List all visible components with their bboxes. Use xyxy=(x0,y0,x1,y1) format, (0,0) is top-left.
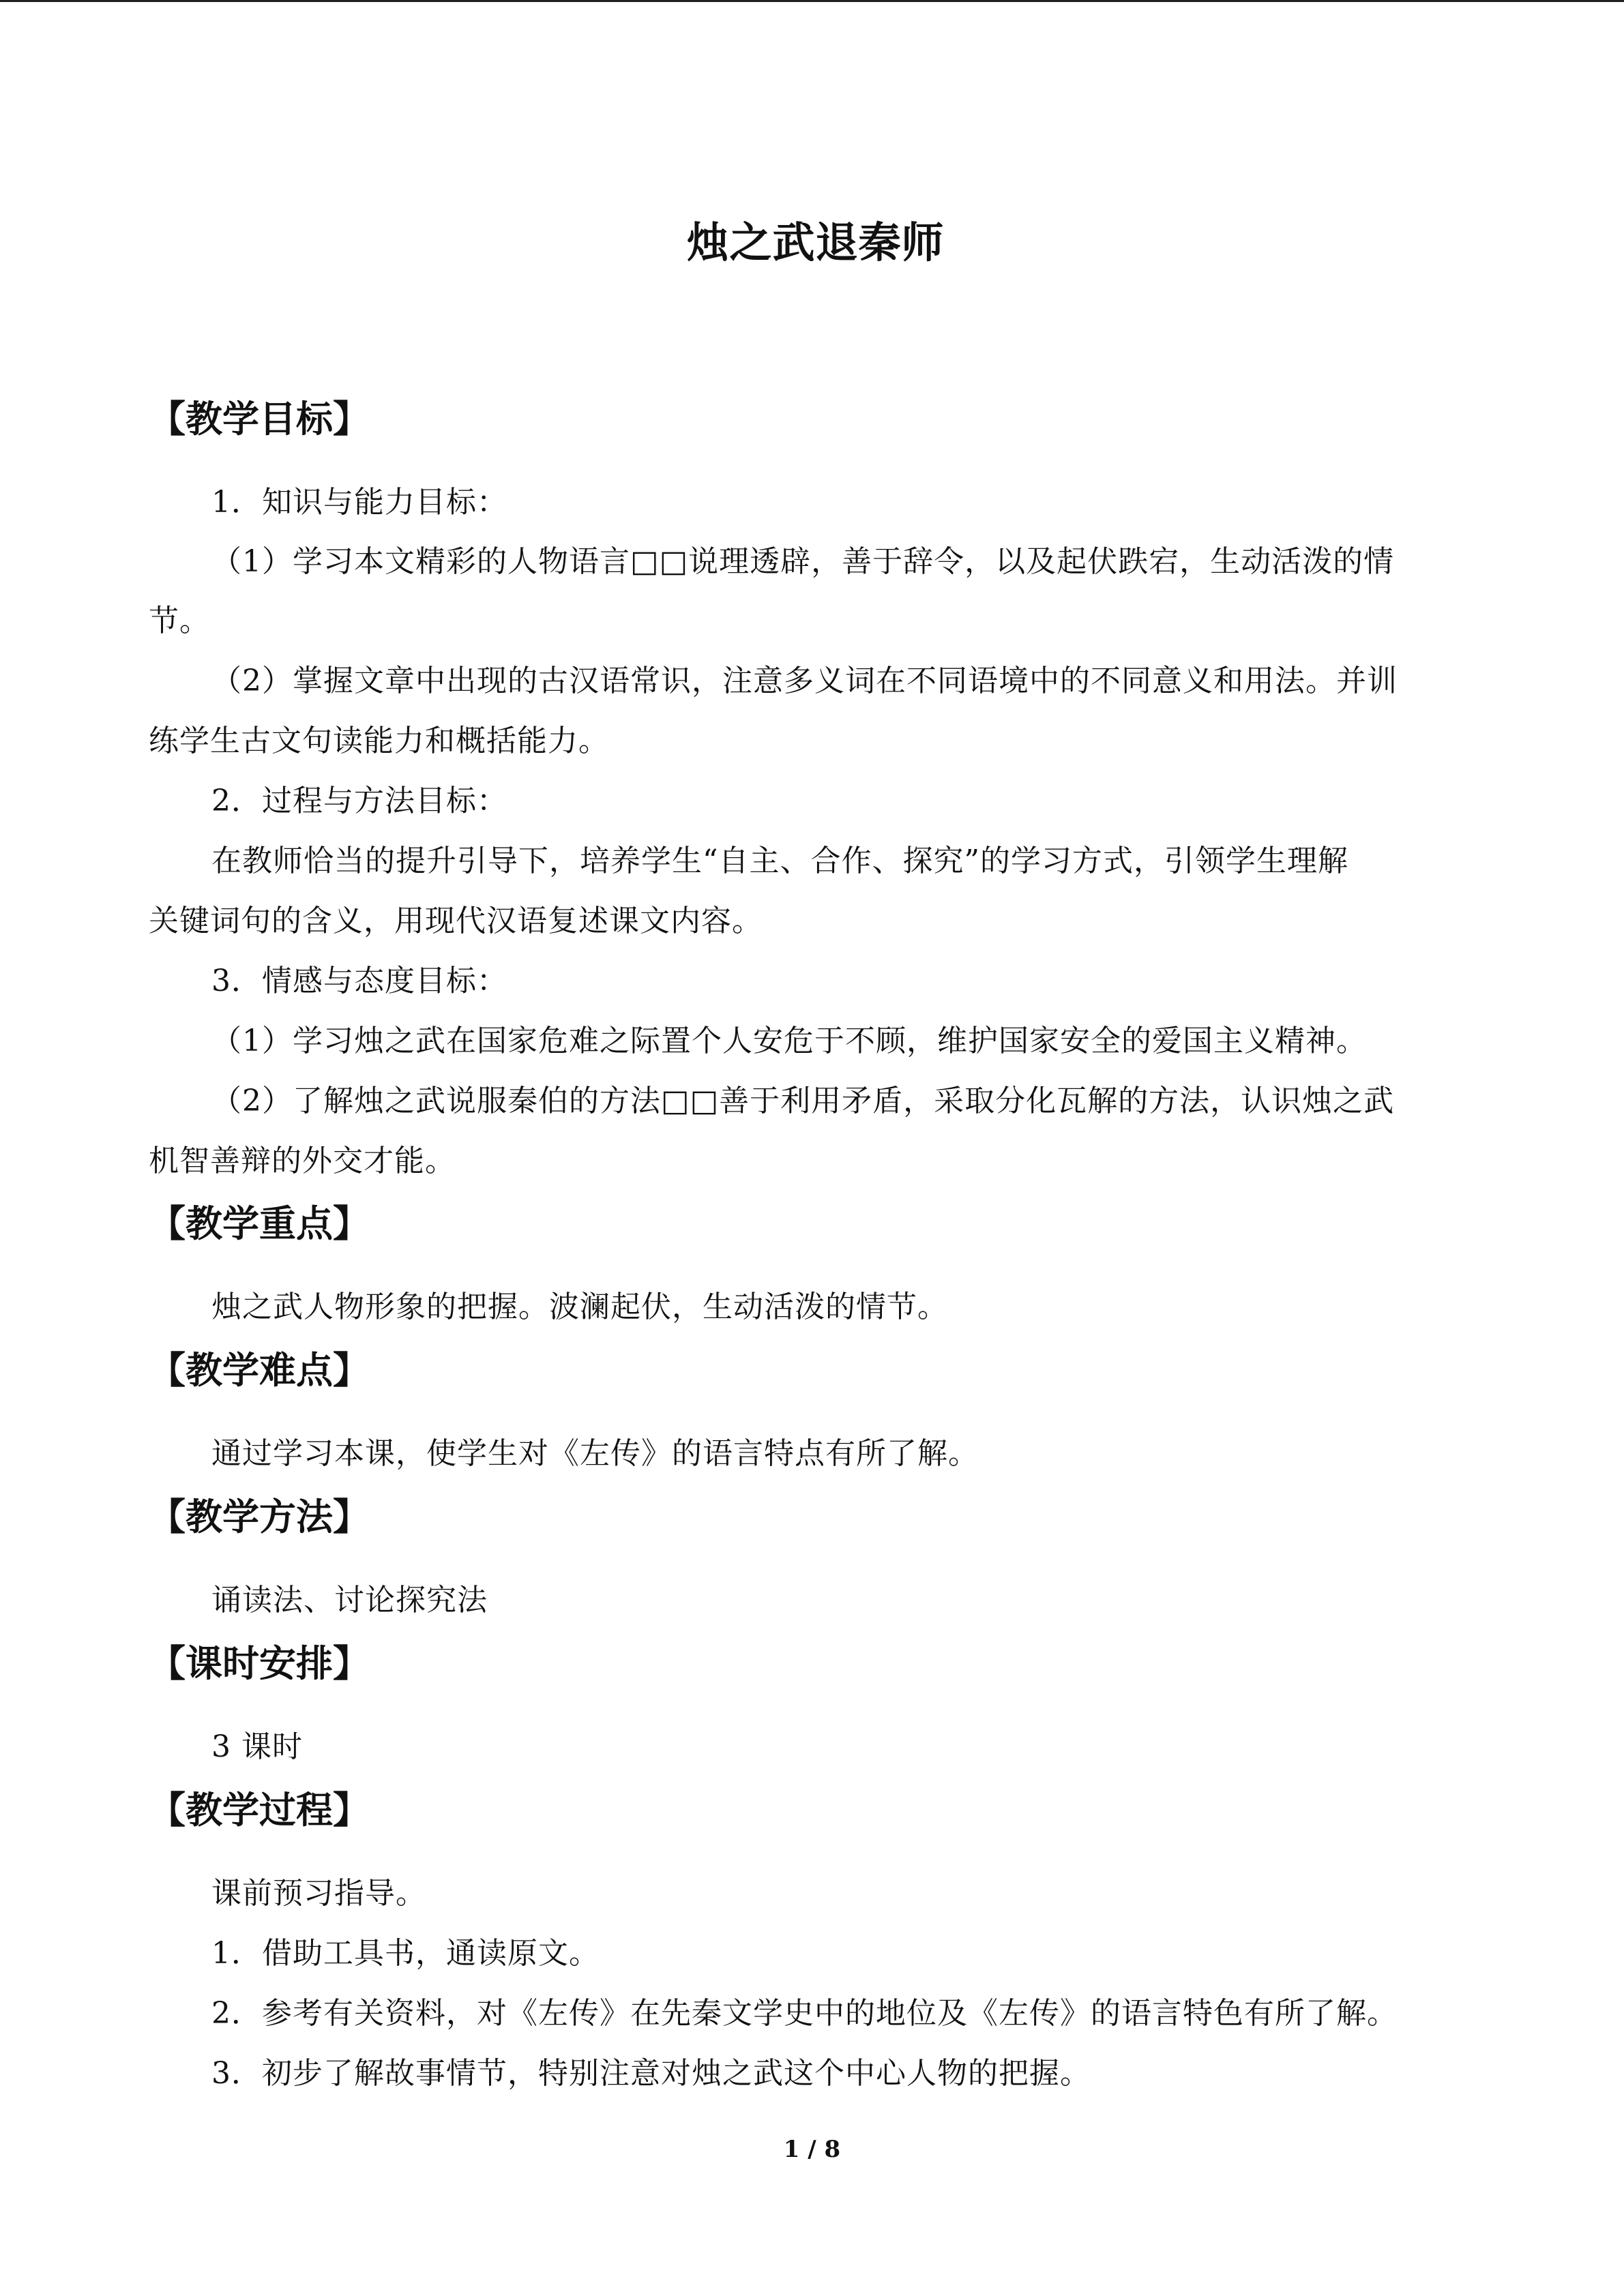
difficulties-text: 通过学习本课，使学生对《左传》的语言特点有所了解。 xyxy=(211,1436,979,1471)
goals-line-3: 节。 xyxy=(149,603,210,638)
page-number: 1 / 8 xyxy=(783,2136,841,2163)
schedule-text: 3 课时 xyxy=(211,1729,303,1764)
heading-difficulties: 【教学难点】 xyxy=(149,1349,370,1392)
key-points-text: 烛之武人物形象的把握。波澜起伏，生动活泼的情节。 xyxy=(211,1289,948,1324)
goals-line-2: （1）学习本文精彩的人物语言□□说理透辟，善于辞令，以及起伏跌宕，生动活泼的情 xyxy=(211,544,1395,579)
process-line-4: 3．初步了解故事情节，特别注意对烛之武这个中心人物的把握。 xyxy=(211,2056,1091,2091)
goals-line-10: （1）学习烛之武在国家危难之际置个人安危于不顾，维护国家安全的爱国主义精神。 xyxy=(211,1024,1367,1058)
goals-line-1: 1．知识与能力目标： xyxy=(211,485,507,520)
goals-line-5: 练学生古文句读能力和概括能力。 xyxy=(149,724,609,758)
process-line-3: 2．参考有关资料，对《左传》在先秦文学史中的地位及《左传》的语言特色有所了解。 xyxy=(211,1996,1398,2031)
heading-key-points: 【教学重点】 xyxy=(149,1202,370,1245)
heading-teaching-goals: 【教学目标】 xyxy=(149,398,370,441)
top-border-line xyxy=(0,0,1624,2)
goals-line-4: （2）掌握文章中出现的古汉语常识，注意多义词在不同语境中的不同意义和用法。并训 xyxy=(211,664,1398,698)
goals-line-12: 机智善辩的外交才能。 xyxy=(149,1144,456,1178)
goals-line-7: 在教师恰当的提升引导下，培养学生“自主、合作、探究”的学习方式，引领学生理解 xyxy=(211,844,1348,878)
document-title: 烛之武退秦师 xyxy=(686,218,945,267)
goals-line-9: 3．情感与态度目标： xyxy=(211,964,507,998)
methods-text: 诵读法、讨论探究法 xyxy=(211,1583,488,1617)
heading-methods: 【教学方法】 xyxy=(149,1495,370,1538)
heading-schedule: 【课时安排】 xyxy=(149,1642,370,1685)
process-line-1: 课前预习指导。 xyxy=(211,1876,426,1911)
goals-line-8: 关键词句的含义，用现代汉语复述课文内容。 xyxy=(149,904,763,938)
heading-process: 【教学过程】 xyxy=(149,1789,370,1832)
goals-line-11: （2）了解烛之武说服秦伯的方法□□善于利用矛盾，采取分化瓦解的方法，认识烛之武 xyxy=(211,1084,1395,1118)
process-line-2: 1．借助工具书，通读原文。 xyxy=(211,1936,600,1971)
goals-line-6: 2．过程与方法目标： xyxy=(211,784,507,818)
